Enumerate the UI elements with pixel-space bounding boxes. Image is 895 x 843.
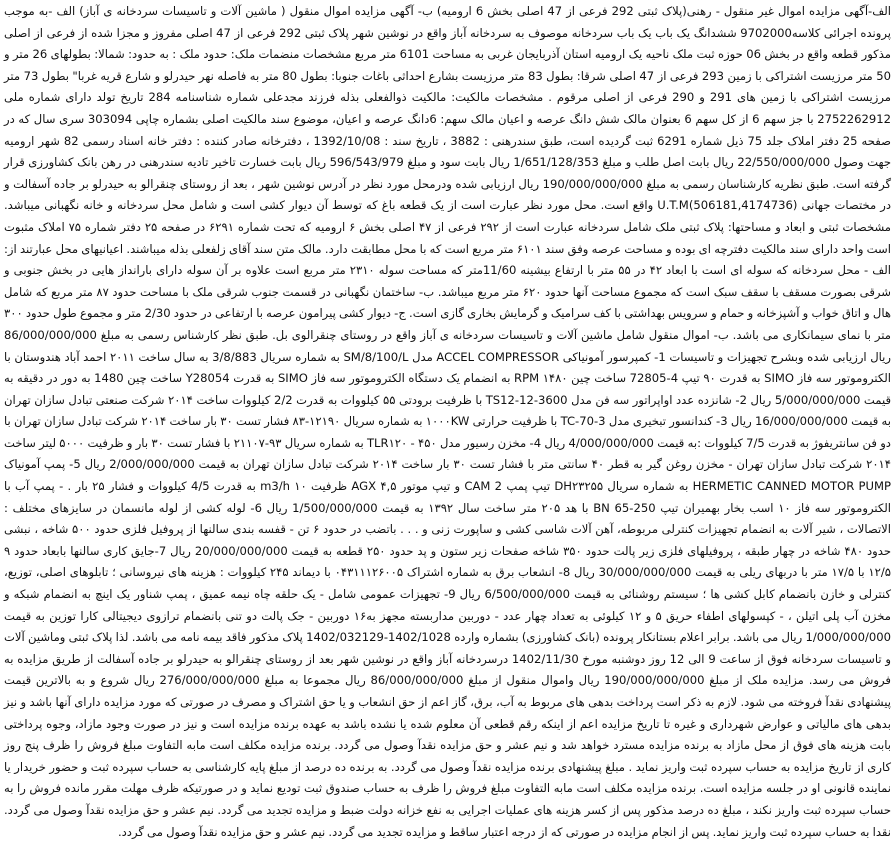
auction-notice-text: الف-آگهی مزایده اموال غیر منقول - رهنی(پلاک ثبتی 292 فرعی از 47 اصلی بخش 6 ارومیه) ب- آگهی مزایده اموال منقول ( ماشین آلات و تاسیسات سردخانه ی آباز) الف -به موجب پرونده اجرائی کلاسه9702000 ششدانگ یک باب یک باب سردخانه موصوف به سردخانه آباز واقع در نوشین شهر پلاک ثبتی 292 فرعی از 47 اصلی مفروز و مجزا شده از فرعی از اصلی مذکور قطعه واقع در بخش 06 حوزه ثبت ملک ناحیه یک ارومیه استان آذربایجان غربی به مساحت 6101 متر مربع مشخصات منضمات ملک: حدود ملک : به حدود: شمالا: بطولهای 26 متر و 50 متر مرزیست اشتراکی با زمین 293 فرعی از 47 اصلی شرقا: بطول 83 متر مرزیست بشارع احداثی باغات جنوبا: بطول 80 متر به فاصله نهر حیدرلو و شارع قریه غربا" بطول 73 متر مرزیست اشتراکی با زمین های 291 و 290 فرعی از اصلی مرقوم . مشخصات مالکیت: مالکیت ذوالفعلی بذله فرزند مجدعلی شماره شناسنامه 284 تاریخ تولد دارای شماره ملی 2752262912 با جز سهم 6 از کل سهم 6 بعنوان مالک شش دانگ عرصه و اعیان مالک سهم: 6دانگ عرصه و اعیان، موضوع سند مالکیت اصلی بشماره چاپی 303094 سری سال که در صفحه 25 دفتر املاک جلد 75 ذیل شماره 6291 ثبت گردیده است، طبق سندرهنی : 3882 ، تاریخ سند : 1392/10/08 ، دفترخانه صادر کننده : دفتر خانه اسناد رسمی 82 شهر ارومیه جهت وصول 22/550/000/000 ریال بابت اصل طلب و مبلغ 1/651/128/353 ریال بابت سود و مبلغ 596/543/979 ریال بابت خسارت تاخیر تادیه سندرهنی در رهن بانک کشاورزی قرار گرفته است. طبق نظریه کارشناسان رسمی به مبلغ 190/000/000/000 ریال ارزیابی شده ودرمحل مورد نظر در آدرس نوشین شهر ، بعد از روستای چنقرالو به حیدرلو بر جاده آسفالت و در مختصات جهانی (U.T.M(506181,4174736 واقع است. محل مورد نظر عبارت است از یک قطعه باغ که توسط آن دیوار کشی است و شامل محل سردخانه و خانه نگهبانی میباشد. مشخصات ثبتی و ابعاد و مساحتها: پلاک ثبتی ملک شامل سردخانه عبارت است از ۲۹۲ فرعی از ۴۷ اصلی بخش ۶ ارومیه که تحت شماره ۶۲۹۱ در صفحه ۲۵ دفتر شماره ۷۵ املاک مثبوت است واحد دارای سند مالکیت دفترچه ای بوده و مساحت عرصه وفق سند ۶۱۰۱ متر مربع است که با محل مطابقت دارد. مالک متن سند آقای زلفعلی بذله میباشند. اعیانیهای محل عبارتند از: الف - محل سردخانه که سوله ای است با ابعاد ۴۲ در ۵۵ متر با ارتفاع بیشینه 11/60متر که مساحت سوله ۲۳۱۰ متر مربع است علاوه بر آن سوله دارای بارانداز هایی در بخش جنوبی و شرقی بصورت مسقف با سقف سبک است که مجموع مساحت آنها حدود ۶۲۰ متر مربع میباشد. ب- ساختمان نگهبانی در قسمت جنوب شرقی ملک با مساحت حدود ۸۷ متر مربع که شامل هال و اتاق خواب و آشپزخانه و حمام و سرویس بهداشتی با کف سرامیک و گرمایش بخاری گازی است. ج- دیوار کشی پیرامون عرصه با ارتفاعی در حدود 2/30 متر و مجموع طول حدود ۳۰۰ متر با نمای سیمانکاری می باشد. ب- اموال منقول شامل ماشین آلات و تاسیسات سردخانه ی آباز واقع در روستای چنقرالوی بل. طبق نظر کارشناس رسمی به مبلغ 86/000/000/000 ریال ارزیابی شده وبشرح تجهیزات و تاسیسات 1- کمپرسور آمونیاکی ACCEL COMPRESSOR مدل SM/8/100/L به شماره سریال 3/8/883 به سال ساخت ۲۰۱۱ احمد آباد هندوستان با الکتروموتور سه فاز SIMO به قدرت ۹۰ تیپ 4-72805 ساخت چین ۱۴۸۰ RPM به انضمام یک دستگاه الکتروموتور سه فاز SIMO به قدرت Y28054 ساخت چین 1480 به دور در دقیقه به قیمت 5/000/000/000 ریال 2- شانزده عدد اواپراتور سه فن مدل TS12-12-3600 با ظرفیت برودتی ۵۵ کیلووات به قدرت 2/2 کیلووات ساخت ۲۰۱۴ شرکت صنعتی تبادل سازان تهران به قیمت 16/000/000/000 ریال 3- کندانسور تبخیری مدل TC-70-3 با ظرفیت حرارتی ۱۰۰۰KW به شماره سریال ۱۲۱۹۰-۸۳ فشار تست ۳۰ بار ساخت ۲۰۱۴ شرکت تبادل سازان تهران با دو فن سانتریفوژ به قدرت 7/5 کیلووات :به قیمت 4/000/000/000 ریال 4- مخزن رسیور مدل ۴۵۰ - TLR۱۲۰ به شماره سریال ۹۳-۲۱۱۰۷ با فشار تست ۳۰ بار و ظرفیت ۵۰۰۰ لیتر ساخت ۲۰۱۴ شرکت تبادل سازان تهران - مخزن روغن گیر به قطر ۴۰ سانتی متر با فشار تست ۳۰ بار ساخت ۲۰۱۴ شرکت تبادل سازان تهران به قیمت 2/000/000/000 ریال 5- پمپ آمونیاک HERMETIC CANNED MOTOR PUMP به شماره سریال DH۲۳۲۵۵ تیپ پمپ CAM 2 و تیپ موتور AGX ۴,۵ ظرفیت m3/h ۱۰ به قدرت 4/5 کیلووات و فشار ۲۵ بار . - پمپ آب با الکتروموتور سه فاز ۱۰ اسب بخار بهمیران تیپ BN 65-250 با هد ۲۰۵ متر ساخت سال ۱۳۹۲ به قیمت 1/500/000/000 ریال 6- لوله کشی از لوله مانسمان در سایزهای مختلف : الاتصالات ، شیر آلات به انضمام تجهیزات کنترلی مربوطه، آهن آلات شاسی کشی و ساپورت زنی و . . . باتضب در حدود ۶ تن - قفسه بندی سالنها از پروفیل فلزی حدود ۵۰۰ شاخه ، نبشی حدود ۴۸۰ شاخه در چهار طبقه ، پروفیلهای فلزی زیر پالت حدود ۳۵۰ شاخه صفحات زیر ستون و پد حدود ۲۵۰ قطعه به قیمت 20/000/000/000 ریال 7-جایق کاری سالنها بابعاد حدود ۹ ۱۲/۵ با ۱۷/۵ متر با دربهای ریلی به قیمت 30/000/000/000 ریال 8- انشعاب برق به شماره اشتراک ۰۴۳۱۱۱۲۶۰۰۵ با دیماند ۲۴۵ کیلووات : هزینه های نیروسانی ؛ تابلوهای اصلی، توزیع، کنترلی و خازن بانضمام کابل کشی ها ؛ سیستم روشنائی به قیمت 6/500/000/000 ریال 9- تجهیزات عمومی شامل - یک حلقه چاه نیمه عمیق ، پمپ شناور یک اینچ به انضمام شبکه و مخزن آب پلی اتیلن ، - کپسولهای اطفاء حریق ۵ و ۱۲ کیلوئی به تعداد چهار عدد - دوربین مداربسته مجهز به۱۶ دوربین - جک پالت دو تنی بانضمام ترازوی دیجیتالی کارا توزین به قیمت 1/000/000/000 ریال می باشد. برابر اعلام بستانکار پرونده (بانک کشاورزی) بشماره وارده 1402/1028-1402/032129 پلاک مذکور فاقد بیمه نامه می باشد. لذا پلاک ثبتی وماشین آلات و تاسیسات سردخانه فوق از ساعت 9 الی 12 روز دوشنبه مورخ 1402/11/30 درسردخانه آباز واقع در نوشین شهر بعد از روستای چنقرالو به حیدرلو بر جاده آسفالت از طریق مزایده به فروش می رسد. مزایده ملک از مبلغ 190/000/000/000 ریال واموال منقول از مبلغ 86/000/000/000 ریال مجموعا به مبلغ 276/000/000/000 ریال شروع و به بالاترین قیمت پیشنهادی نقدآ فروخته می شود. لازم به ذکر است پرداخت بدهی های مربوط به آب، برق، گاز اعم از حق انشعاب و یا حق اشتراک و مصرف در صورتی که مورد مزایده دارای آنها باشد و نیز بدهی های مالیاتی و عوارض شهرداری و غیره تا تاریخ مزایده اعم از اینکه رقم قطعی آن معلوم شده یا نشده باشد به عهده برنده مزایده است و نیز در صورت وجود مازاد، وجوه پرداختی بابت هزینه های فوق از محل مازاد به برنده مزایده مسترد خواهد شد و نیم عشر و حق مزایده نقدآ وصول می گردد. برنده مزایده مکلف است مابه التفاوت مبلغ فروش را ظرف پنج روز کاری از تاریخ مزایده به حساب سپرده ثبت واریز نماید . مبلغ پیشنهادی برنده مزایده نقدآ وصول می گردد. به برنده ده درصد از مبلغ پایه کارشناسی به حساب سپرده ثبت و حضور خریدار یا نماینده قانونی او در جلسه مزایده است. برنده مزایده مکلف است مابه التفاوت مبلغ فروش را ظرف به حساب صندوق ثبت تودیع نماید و در صورتیکه ظرف مهلت مقرر مانده فروش را به حساب سپرده ثبت واریز نکند ، مبلغ ده درصد مذکور پس از کسر هزینه های عملیات اجرایی به نفع خزانه دولت ضبط و مزایده تجدید می گردد. نیم عشر و حق مزایده نقدآ وصول می گردد. نقدا به حساب سپرده ثبت واریز نماید. پس از انجام مزایده در صورتی که از درجه اعتبار ساقط و مزایده تجدید می گردد. نیم عشر و حق مزایده نقدآ وصول می گردد. — [4, 4, 892, 839]
